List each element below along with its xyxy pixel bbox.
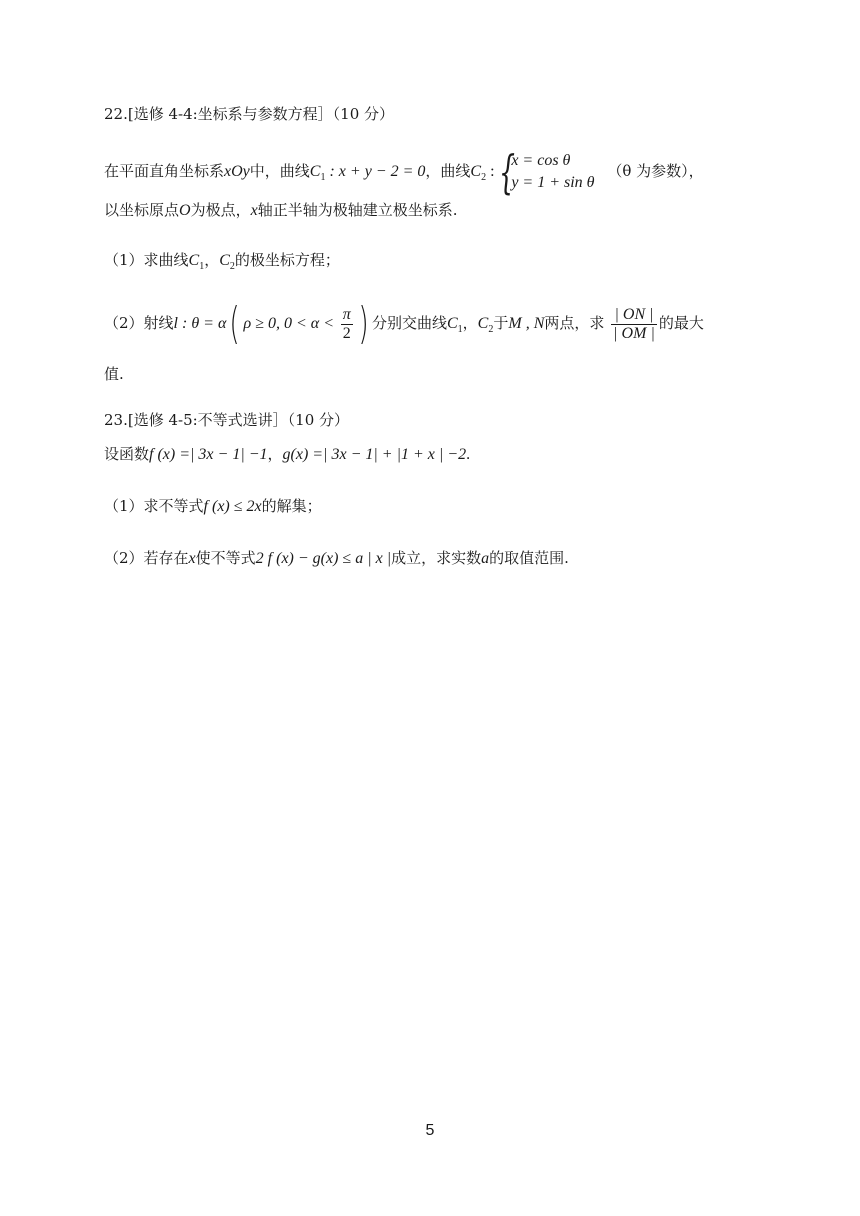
curve-c2-symbol: C <box>219 252 230 269</box>
param-equation-x: x = cos θ <box>511 152 571 169</box>
q23-definition <box>104 444 470 465</box>
ray-condition: ρ ≥ 0, 0 < α < <box>243 315 334 332</box>
param-equation-y: y = 1 + sin θ <box>511 174 595 191</box>
q22-part2-text3: ， <box>462 314 478 332</box>
q22-line2 <box>104 200 457 221</box>
x-axis-symbol: x <box>250 202 258 219</box>
q22-header: 22.[选修 4-4:坐标系与参数方程］（10 分） <box>104 105 395 123</box>
q22-part1-text2: ， <box>204 251 220 269</box>
q22-line2-text3: 轴正半轴为极轴建立极坐标系. <box>257 201 458 219</box>
q22-intro-text1: 在平面直角坐标系 <box>104 162 225 180</box>
q23-part1 <box>104 496 322 517</box>
fraction-numerator-on: | ON | <box>611 306 657 325</box>
curve-c2-colon: : <box>486 163 495 180</box>
curve-c2-subscript: 2 <box>488 324 494 335</box>
q23-part2-text1: （2）若存在 <box>104 549 189 567</box>
q22-part1-text3: 的极坐标方程； <box>234 251 340 269</box>
q22-intro-text2: 中，曲线 <box>249 162 310 180</box>
fraction-denominator-two: 2 <box>342 324 351 342</box>
function-g-definition: g(x) =| 3x − 1| + |1 + x | −2 <box>282 446 467 463</box>
q23-part2-text3: 成立，求实数 <box>391 549 482 567</box>
q23-header: 23.[选修 4-5:不等式选讲］（10 分） <box>104 411 350 429</box>
q22-part2-text6: 的最大 <box>658 314 704 332</box>
right-paren: ) <box>358 298 369 349</box>
curve-c1-subscript: 1 <box>320 172 326 183</box>
q22-intro-text4: （θ 为参数）， <box>607 162 704 180</box>
fraction-denominator-om: | OM | <box>613 324 655 342</box>
pi-over-two-fraction <box>341 306 353 343</box>
curve-c2-symbol: C <box>477 315 489 332</box>
curve-c1-equation: : x + y − 2 = 0 <box>325 163 426 180</box>
q23-part1-text2: 的解集； <box>261 497 322 515</box>
q23-def-text1: 设函数 <box>104 445 150 463</box>
q23-def-text2: ， <box>267 445 283 463</box>
curve-c2-subscript: 2 <box>481 172 487 183</box>
curve-c1-symbol: C <box>188 252 200 269</box>
curve-c1-symbol: C <box>446 315 458 332</box>
q22-part2-text5: 两点，求 <box>544 314 605 332</box>
fraction-numerator-pi: π <box>342 305 351 323</box>
variable-a: a <box>481 550 490 567</box>
origin-symbol: O <box>179 202 191 219</box>
points-mn: M , N <box>508 315 545 332</box>
curve-c1-subscript: 1 <box>199 261 205 272</box>
q23-part2 <box>104 548 569 569</box>
q22-line2-text2: 为极点， <box>190 201 251 219</box>
q22-part2-text1: （2）射线 <box>104 314 174 332</box>
on-over-om-fraction <box>611 306 657 343</box>
q22-part1-text1: （1）求曲线 <box>104 251 189 269</box>
curve-c1-symbol: C <box>309 163 321 180</box>
q22-part2-text2: 分别交曲线 <box>371 314 447 332</box>
q23-part2-text2: 使不等式 <box>195 549 256 567</box>
xoy-symbol: xOy <box>224 163 250 180</box>
q22-line2-text1: 以坐标原点 <box>104 201 180 219</box>
q23-part2-text4: 的取值范围. <box>489 549 569 567</box>
left-brace: { <box>499 145 516 199</box>
q22-part1 <box>104 250 340 277</box>
curve-c2-subscript: 2 <box>229 261 235 272</box>
q22-part2-continuation: 值. <box>104 365 124 383</box>
q22-part2 <box>104 298 704 349</box>
q22-intro-text3: ，曲线 <box>425 162 471 180</box>
inequality-part2: 2 f (x) − g(x) ≤ a | x | <box>255 550 392 567</box>
curve-c1-subscript: 1 <box>457 324 463 335</box>
q23-def-period: . <box>466 446 471 463</box>
function-f-definition: f (x) =| 3x − 1| −1 <box>149 446 268 463</box>
curve-c2-symbol: C <box>470 163 482 180</box>
q22-intro <box>104 145 704 199</box>
q22-part2-text4: 于 <box>493 314 509 332</box>
inequality-part1: f (x) ≤ 2x <box>203 498 262 515</box>
q23-part1-text1: （1）求不等式 <box>104 497 204 515</box>
page-number: 5 <box>425 1122 435 1139</box>
variable-x: x <box>188 550 196 567</box>
parametric-system <box>499 145 595 199</box>
ray-equation: l : θ = α <box>173 315 227 332</box>
left-paren: ( <box>229 298 241 349</box>
